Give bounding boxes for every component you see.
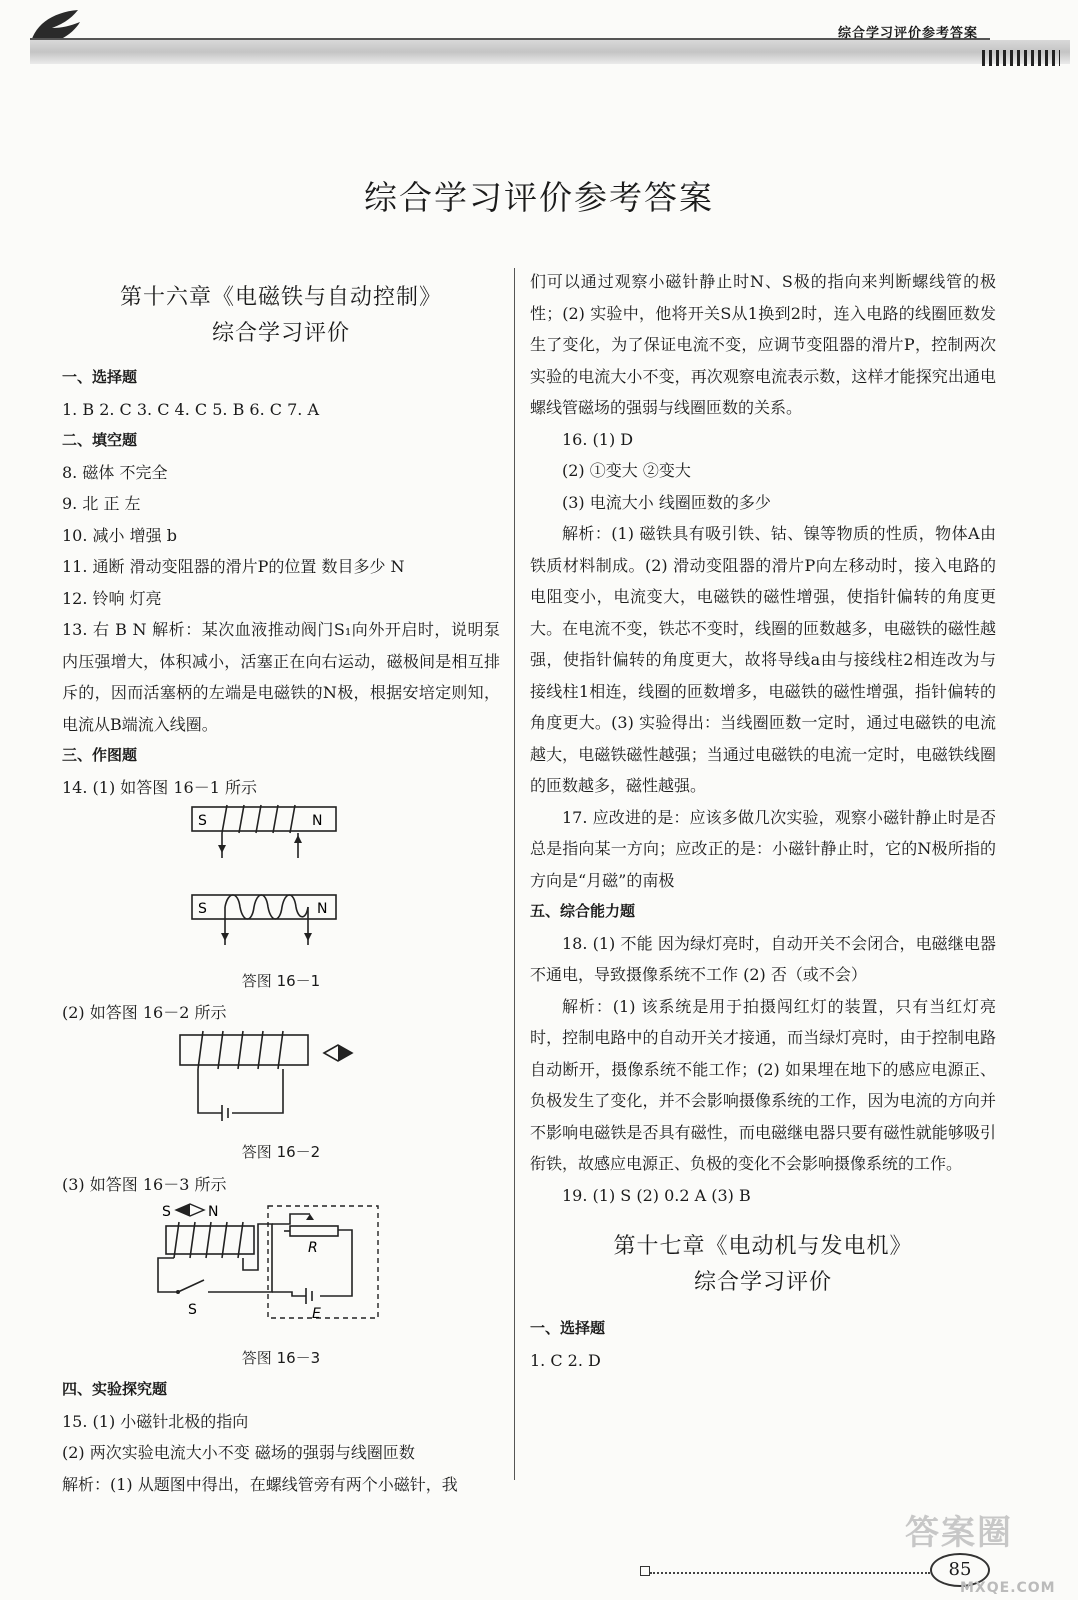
page-title: 综合学习评价参考答案 <box>364 178 714 217</box>
watermark-url: MXQE.COM <box>960 1580 1056 1596</box>
answer-17: 17. 应改进的是：应该多做几次实验，观察小磁针静止时是否总是指向某一方向；应改正的是：小磁针静止时，它的N极所指的方向是“月磁”的南极 <box>530 807 996 890</box>
answer-14-2: (2) 如答图 16－2 所示 <box>62 1003 227 1022</box>
section-fill: 二、填空题 <box>62 431 138 449</box>
answer-8: 8. 磁体 不完全 <box>62 462 168 482</box>
answer-16-3: (3) 电流大小 线圈匝数的多少 <box>562 492 771 512</box>
answer-15-2: (2) 两次实验电流大小不变 磁场的强弱与线圈匝数 <box>62 1443 415 1462</box>
fig1-label-s: S <box>198 813 207 829</box>
compass-needle-icon <box>324 1045 352 1061</box>
section-comprehensive: 五、综合能力题 <box>530 902 636 920</box>
answer-19: 19. (1) S (2) 0.2 A (3) B <box>562 1185 751 1205</box>
ch17-choice-answers: 1. C 2. D <box>530 1350 601 1370</box>
watermark-logo: 答案圈 <box>905 1513 1013 1553</box>
fig1b-label-n: N <box>317 901 328 917</box>
header-barcode <box>982 50 1060 66</box>
footer-dotted-rule <box>650 1572 930 1574</box>
fig3-label-r: R <box>308 1240 318 1256</box>
fig3-label-e: E <box>312 1306 321 1322</box>
caption-16-2: 答图 16－2 <box>241 1143 321 1161</box>
answer-10: 10. 减小 增强 b <box>62 525 177 545</box>
answer-11: 11. 通断 滑动变阻器的滑片P的位置 数目多少 N <box>62 557 405 576</box>
answer-13: 13. 右 B N 解析：某次血液推动阀门S₁向外开启时，说明泵内压强增大，体积减小，活塞正在向右运动，磁极间是相互排斥的，因而活塞柄的左端是电磁铁的N极，根据安培定则知，电流从B端流入线圈。 <box>62 620 500 734</box>
fig3-compass-icon <box>176 1204 204 1216</box>
chapter17-title-line1: 第十七章《电动机与发电机》 <box>613 1234 913 1259</box>
right-column <box>530 266 996 1376</box>
answer-16-explanation: 解析：(1) 磁铁具有吸引铁、钴、镍等物质的性质，物体A由铁质材料制成。(2) 滑动变阻器的滑片P向左移动时，接入电路的电阻变小，电流变大，电磁铁的磁性增强，使指针偏转的角度更大。在电流不变，铁芯不变时，线圈的匝数越多，电磁铁的磁性越强，使指针偏转的角度更大，故将导线a由与接线柱2相连改为与接线柱1相连，线圈的匝数增多，电磁铁的磁性增强，指针偏转的角度更大。(3) 实验得出：当线圈匝数一定时，通过电磁铁的电流越大，电磁铁磁性越强；当通过电磁铁的电流一定时，电磁铁线圈的匝数越多，磁性越强。 <box>530 524 996 795</box>
choice-answers: 1. B 2. C 3. C 4. C 5. B 6. C 7. A <box>62 399 320 419</box>
answer-9: 9. 北 正 左 <box>62 494 141 513</box>
fig3-label-s: S <box>162 1204 171 1220</box>
answer-16-1: 16. (1) D <box>562 429 634 449</box>
section-choice: 一、选择题 <box>62 368 138 386</box>
figure-16-3 <box>62 1200 500 1326</box>
page-number: 85 <box>930 1553 990 1587</box>
answer-15-explanation-cont: 们可以通过观察小磁针静止时N、S极的指向来判断螺线管的极性；(2) 实验中，他将开关S从1换到2时，连入电路的线圈匝数发生了变化，为了保证电流不变，应调节变阻器的滑片P，控制两次实验的电流大小不变，再次观察电流表示数，这样才能探究出通电螺线管磁场的强弱与线圈匝数的关系。 <box>530 272 996 417</box>
fig1-label-n: N <box>312 813 323 829</box>
header-band <box>30 40 1070 64</box>
caption-16-1: 答图 16－1 <box>241 971 321 990</box>
answer-14-3: (3) 如答图 16－3 所示 <box>62 1174 227 1194</box>
chapter16-title <box>62 280 500 352</box>
answer-16-2: (2) ①变大 ②变大 <box>562 461 691 480</box>
answer-18-explanation: 解析：(1) 该系统是用于拍摄闯红灯的装置，只有当红灯亮时，控制电路中的自动开关才接通，而当绿灯亮时，由于控制电路自动断开，摄像系统不能工作；(2) 如果埋在地下的感应电源正、负极发生了变化，并不会影响摄像系统的工作，因为电流的方向并不影响电磁铁是否具有磁性，而电磁继电器只要有磁性就能够吸引衔铁，故感应电源正、负极的变化不会影响摄像系统的工作。 <box>530 996 996 1173</box>
answer-15-explanation-start: 解析：(1) 从题图中得出，在螺线管旁有两个小磁针，我 <box>62 1474 458 1494</box>
chapter16-title-line2: 综合学习评价 <box>211 321 350 346</box>
answer-12: 12. 铃响 灯亮 <box>62 588 162 608</box>
figure-16-2 <box>62 1029 500 1121</box>
chapter17-title-line2: 综合学习评价 <box>693 1270 832 1295</box>
column-divider <box>514 268 515 1480</box>
fig3-label-switch: S <box>188 1302 197 1318</box>
section-drawing: 三、作图题 <box>62 746 138 764</box>
left-column <box>62 280 500 1500</box>
answer-18: 18. (1) 不能 因为绿灯亮时，自动开关不会闭合，电磁继电器不通电，导致摄像系统不工作 (2) 否（或不会） <box>530 933 996 984</box>
section-experiment: 四、实验探究题 <box>62 1380 168 1398</box>
fig1b-label-s: S <box>198 901 207 917</box>
answer-14-1: 14. (1) 如答图 16－1 所示 <box>62 777 257 797</box>
answer-15-1: 15. (1) 小磁针北极的指向 <box>62 1411 249 1431</box>
chapter17-title <box>530 1229 996 1301</box>
footer-square-icon <box>640 1566 650 1576</box>
caption-16-3: 答图 16－3 <box>241 1348 321 1367</box>
fig3-label-n: N <box>208 1204 219 1220</box>
header-title: 综合学习评价参考答案 <box>837 26 978 41</box>
figure-16-1 <box>62 803 500 953</box>
chapter16-title-line1: 第十六章《电磁铁与自动控制》 <box>119 285 442 310</box>
ch17-section-choice: 一、选择题 <box>530 1319 606 1337</box>
